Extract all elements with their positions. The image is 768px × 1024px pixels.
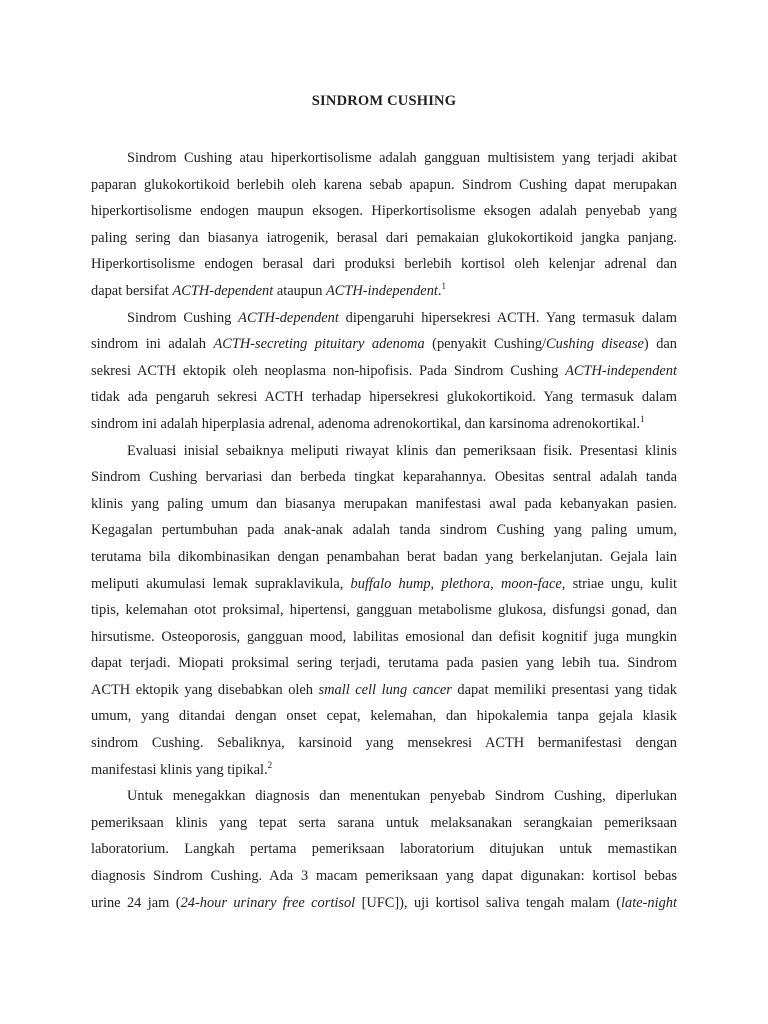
text-run: dapat memiliki presentasi yang tidak (451, 681, 677, 698)
text-run: hiperkortisolisme endogen maupun eksogen. Hiperkortisolisme eksogen adalah penyebab yang (91, 203, 677, 220)
text-line (91, 624, 677, 651)
text-run: meliputi akumulasi lemak supraklavikula, (91, 575, 351, 592)
text-run: Sindrom Cushing atau hiperkortisolisme adalah gangguan multisistem yang terjadi akibat (127, 150, 677, 166)
text-run: paling sering dan biasanya iatrogenik, berasal dari pemakaian glukokortikoid jangka panjang. (91, 229, 677, 246)
text-line (91, 411, 677, 438)
text-line (91, 491, 677, 518)
text-run: hirsutisme. Osteoporosis, gangguan mood, labilitas emosional dan defisit kognitif juga mungkin (91, 628, 677, 645)
text-line (91, 517, 677, 544)
text-run: . (437, 282, 442, 299)
text-run: Sindrom Cushing bervariasi dan berbeda tingkat keparahannya. Obesitas sentral adalah tanda (91, 469, 677, 486)
text-run: dapat bersifat (91, 282, 173, 299)
text-line (91, 358, 677, 385)
text-run: sindrom ini adalah hiperplasia adrenal, adenoma adrenokortikal, dan karsinoma adrenokortikal. (91, 415, 641, 432)
italic-term: small cell lung cancer (318, 681, 452, 698)
document-body (91, 145, 677, 916)
text-line (91, 278, 677, 305)
text-line (91, 145, 677, 172)
text-line (91, 730, 677, 757)
text-line (91, 650, 677, 677)
italic-term: moon-face (501, 575, 562, 592)
italic-term: buffalo hump (350, 575, 431, 592)
text-run: pemeriksaan klinis yang tepat serta sarana untuk melaksanakan serangkaian pemeriksaan (91, 814, 677, 831)
text-line (91, 305, 677, 332)
text-line (91, 757, 677, 784)
italic-term: late-night (621, 894, 677, 911)
italic-term: ACTH-dependent (238, 309, 339, 326)
text-line (91, 863, 677, 890)
text-run: sekresi ACTH ektopik oleh neoplasma non-hipofisis. Pada Sindrom Cushing (91, 362, 566, 379)
italic-term: 24-hour urinary free cortisol (180, 894, 356, 911)
footnote-ref: 1 (640, 413, 645, 424)
text-line (91, 890, 677, 917)
text-line (91, 810, 677, 837)
paragraph (91, 438, 677, 784)
paragraph (91, 305, 677, 438)
text-line (91, 597, 677, 624)
footnote-ref: 2 (267, 759, 273, 770)
italic-term: plethora (441, 575, 491, 592)
text-line (91, 438, 677, 465)
italic-term: ACTH-dependent (172, 282, 274, 299)
text-line (91, 464, 677, 491)
text-run: Untuk menegakkan diagnosis dan menentukan penyebab Sindrom Cushing, diperlukan (127, 788, 677, 805)
italic-term: ACTH-independent (565, 362, 677, 379)
text-line (91, 677, 677, 704)
text-run: Kegagalan pertumbuhan pada anak-anak adalah tanda sindrom Cushing yang paling umum, (91, 522, 677, 539)
text-run: laboratorium. Langkah pertama pemeriksaan laboratorium ditujukan untuk memastikan (91, 841, 677, 858)
text-run: (penyakit Cushing/ (424, 336, 547, 353)
text-run: urine 24 jam ( (91, 894, 181, 911)
text-line (91, 571, 677, 598)
text-line (91, 783, 677, 810)
text-line (91, 172, 677, 199)
text-run: Hiperkortisolisme endogen berasal dari produksi berlebih kortisol oleh kelenjar adrenal dan (91, 256, 677, 273)
text-run: , striae ungu, kulit (561, 575, 677, 592)
text-run: sindrom ini adalah (91, 336, 214, 353)
text-run: ) dan (643, 336, 677, 353)
text-run: diagnosis Sindrom Cushing. Ada 3 macam pemeriksaan yang dapat digunakan: kortisol bebas (91, 868, 677, 885)
italic-term: ACTH-independent (325, 282, 438, 299)
text-run: paparan glukokortikoid berlebih oleh karena sebab apapun. Sindrom Cushing dapat merupakan (91, 176, 677, 193)
text-run: dipengaruhi hipersekresi ACTH. Yang termasuk dalam (338, 309, 677, 326)
text-run: Sindrom Cushing (127, 309, 239, 326)
text-line (91, 544, 677, 571)
text-run: sindrom Cushing. Sebaliknya, karsinoid yang mensekresi ACTH bermanifestasi dengan (91, 735, 677, 752)
text-line (91, 251, 677, 278)
paragraph (91, 783, 677, 916)
text-line (91, 225, 677, 252)
italic-term: ACTH-secreting pituitary adenoma (213, 336, 425, 353)
text-run: manifestasi klinis yang tipikal. (91, 761, 268, 778)
text-line (91, 198, 677, 225)
text-run: ataupun (273, 282, 326, 299)
text-line (91, 836, 677, 863)
text-run: tipis, kelemahan otot proksimal, hipertensi, gangguan metabolisme glukosa, disfungsi gonad, dan (91, 602, 677, 619)
document-title: SINDROM CUSHING (311, 93, 457, 109)
text-line (91, 384, 677, 411)
italic-term: Cushing disease (546, 336, 644, 353)
text-run: , (430, 575, 442, 592)
text-run: tidak ada pengaruh sekresi ACTH terhadap hipersekresi glukokortikoid. Yang termasuk dalam (91, 389, 677, 406)
text-run: ACTH ektopik yang disebabkan oleh (91, 681, 319, 698)
text-line (91, 331, 677, 358)
paragraph (91, 145, 677, 305)
text-run: , (490, 575, 501, 592)
footnote-ref: 1 (441, 280, 447, 291)
text-run: umum, yang ditandai dengan onset cepat, kelemahan, dan hipokalemia tanpa gejala klasik (91, 708, 677, 725)
text-run: [UFC]), uji kortisol saliva tengah malam ( (355, 894, 622, 911)
text-line (91, 703, 677, 730)
text-run: klinis yang paling umum dan biasanya merupakan manifestasi awal pada kebanyakan pasien. (91, 495, 677, 512)
text-run: terutama bila dikombinasikan dengan penambahan berat badan yang berkelanjutan. Gejala lain (91, 548, 677, 565)
text-run: Evaluasi inisial sebaiknya meliputi riwayat klinis dan pemeriksaan fisik. Presentasi klinis (127, 442, 677, 459)
text-run: dapat terjadi. Miopati proksimal sering terjadi, terutama pada pasien yang lebih tua. Sindrom (91, 655, 677, 672)
